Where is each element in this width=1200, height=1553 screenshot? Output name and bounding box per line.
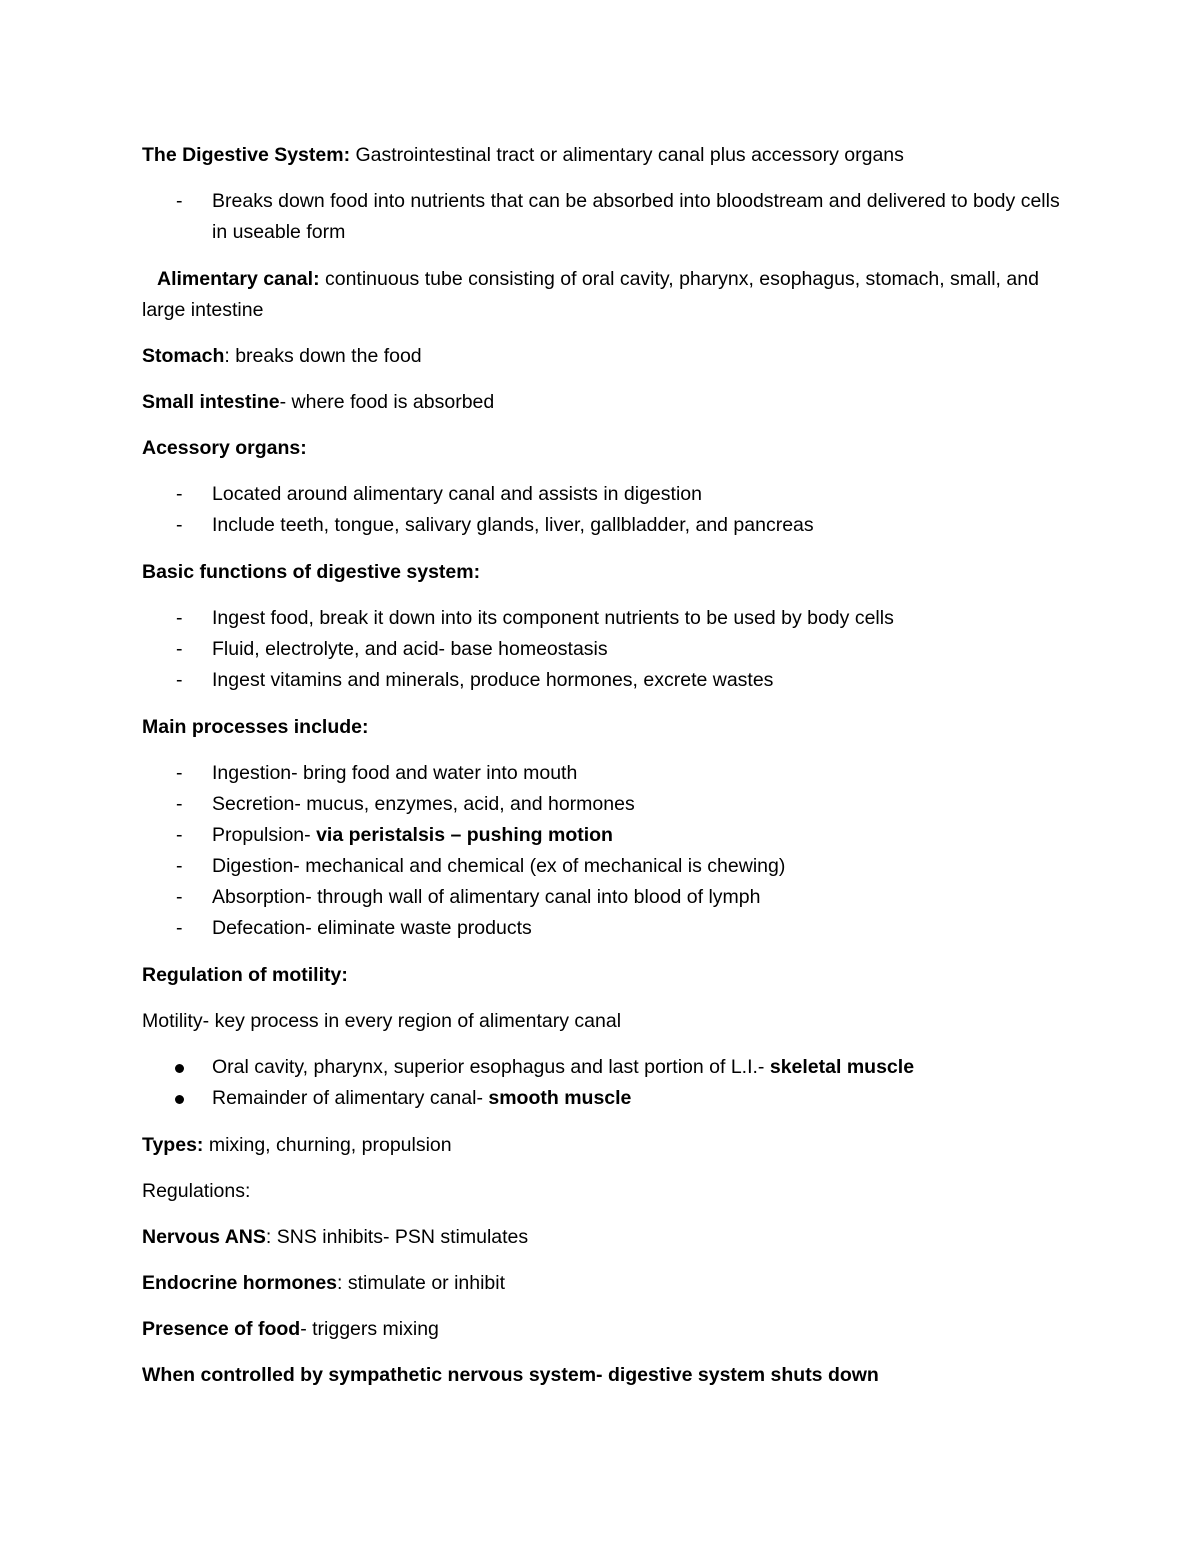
- digestive-system-list: [142, 186, 1062, 248]
- dash-marker: -: [176, 607, 183, 629]
- endocrine-paragraph: Endocrine hormones: stimulate or inhibit: [142, 1272, 506, 1294]
- list-item: Oral cavity, pharynx, superior esophagus and last portion of L.I.- skeletal muscle: [142, 1052, 1062, 1083]
- regulations-label: Regulations:: [142, 1180, 251, 1202]
- presence-of-food-paragraph: Presence of food- triggers mixing: [142, 1318, 439, 1340]
- dash-marker: -: [176, 514, 183, 536]
- bullet-icon: [175, 1095, 184, 1104]
- bullet-icon: [175, 1064, 184, 1073]
- alimentary-canal-definition: Alimentary canal: continuous tube consisting of oral cavity, pharynx, esophagus, stomach, small, and large intestine: [142, 268, 1039, 321]
- main-processes-list: [142, 758, 1062, 944]
- list-item: - Include teeth, tongue, salivary glands, liver, gallbladder, and pancreas: [142, 510, 1062, 541]
- regulation-heading: Regulation of motility:: [142, 964, 348, 986]
- types-paragraph: Types: mixing, churning, propulsion: [142, 1134, 452, 1156]
- term-stomach: Stomach: [142, 345, 225, 367]
- definition-text: Gastrointestinal tract or alimentary canal plus accessory organs: [350, 144, 904, 166]
- list-item: - Ingest food, break it down into its component nutrients to be used by body cells: [142, 603, 1062, 634]
- dash-marker: -: [176, 638, 183, 660]
- small-intestine-definition: Small intestine- where food is absorbed: [142, 391, 495, 413]
- list-item: - Ingest vitamins and minerals, produce hormones, excrete wastes: [142, 665, 1062, 696]
- dash-marker: -: [176, 824, 183, 846]
- sympathetic-control-paragraph: When controlled by sympathetic nervous system- digestive system shuts down: [142, 1364, 879, 1386]
- nervous-ans-paragraph: Nervous ANS: SNS inhibits- PSN stimulates: [142, 1226, 529, 1248]
- basic-functions-list: [142, 603, 1062, 696]
- dash-marker: -: [176, 917, 183, 939]
- main-processes-heading: Main processes include:: [142, 716, 369, 738]
- basic-functions-heading: Basic functions of digestive system:: [142, 561, 481, 583]
- digestive-system-definition: [142, 140, 1062, 171]
- list-item: - Secretion- mucus, enzymes, acid, and hormones: [142, 789, 1062, 820]
- term-alimentary-canal: Alimentary canal:: [157, 268, 320, 290]
- muscle-bullet-list: [142, 1052, 1062, 1114]
- dash-marker: -: [176, 669, 183, 691]
- stomach-definition: Stomach: breaks down the food: [142, 345, 422, 367]
- dash-marker: -: [176, 762, 183, 784]
- dash-marker: -: [176, 855, 183, 877]
- term-small-intestine: Small intestine: [142, 391, 280, 413]
- accessory-organs-list: [142, 479, 1062, 541]
- dash-marker: -: [176, 483, 183, 505]
- dash-marker: -: [176, 793, 183, 815]
- document-body: [142, 140, 1062, 1406]
- list-item: - Defecation- eliminate waste products: [142, 913, 1062, 944]
- list-item: - Breaks down food into nutrients that can be absorbed into bloodstream and delivered to body cells in useable form: [142, 186, 1062, 248]
- dash-marker: -: [176, 190, 183, 212]
- accessory-organs-heading: Acessory organs:: [142, 437, 307, 459]
- list-item: - Located around alimentary canal and assists in digestion: [142, 479, 1062, 510]
- list-item: Remainder of alimentary canal- smooth muscle: [142, 1083, 1062, 1114]
- list-item: - Absorption- through wall of alimentary canal into blood of lymph: [142, 882, 1062, 913]
- motility-paragraph: Motility- key process in every region of alimentary canal: [142, 1010, 622, 1032]
- list-item: - Ingestion- bring food and water into mouth: [142, 758, 1062, 789]
- list-item: - Digestion- mechanical and chemical (ex of mechanical is chewing): [142, 851, 1062, 882]
- dash-marker: -: [176, 886, 183, 908]
- list-item: - Fluid, electrolyte, and acid- base homeostasis: [142, 634, 1062, 665]
- term-digestive-system: The Digestive System:: [142, 144, 351, 166]
- list-item: - Propulsion- via peristalsis – pushing motion: [142, 820, 1062, 851]
